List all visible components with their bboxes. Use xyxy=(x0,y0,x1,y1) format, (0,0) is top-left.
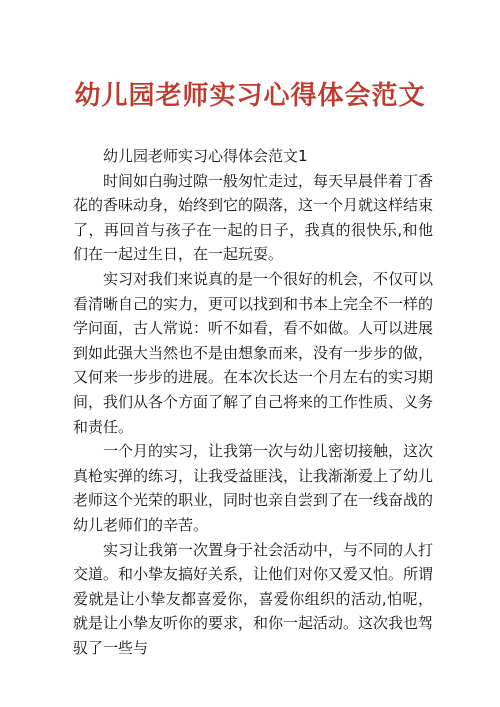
document-body xyxy=(73,144,433,660)
paragraph-2: 实习对我们来说真的是一个很好的机会，不仅可以看清晰自己的实力，更可以找到和书本上完全不一样的学问面，古人常说：听不如看，看不如做。人可以进展到如此强大当然也不是由想象而来，没有一步步的做，又何来一步步的进展。在本次长达一个月左右的实习期间，我们从各个方面了解了自己将来的工作性质、义务和责任。 xyxy=(73,269,434,436)
paragraph-4: 实习让我第一次置身于社会活动中，与不同的人打交道。和小挚友搞好关系，让他们对你又爱又怕。所谓爱就是让小挚友都喜爱你，喜爱你组织的活动,怕呢，就是让小挚友听你的要求，和你一起活动。这次我也驾驭了一些与 xyxy=(73,540,434,657)
paragraph-1: 时间如白驹过隙一般匆忙走过，每天早晨伴着丁香花的香味动身，始终到它的陨落，这一个月就这样结束了，再回首与孩子在一起的日子，我真的很快乐,和他们在一起过生日，在一起玩耍。 xyxy=(73,171,434,264)
document-title: 幼儿园老师实习心得体会范文 xyxy=(74,81,426,111)
paragraph-3: 一个月的实习，让我第一次与幼儿密切接触，这次真枪实弹的练习，让我受益匪浅，让我渐渐爱上了幼儿老师这个光荣的职业，同时也亲自尝到了在一线奋战的幼儿老师们的辛苦。 xyxy=(73,442,434,534)
section-heading: 幼儿园老师实习心得体会范文1 xyxy=(103,147,308,165)
